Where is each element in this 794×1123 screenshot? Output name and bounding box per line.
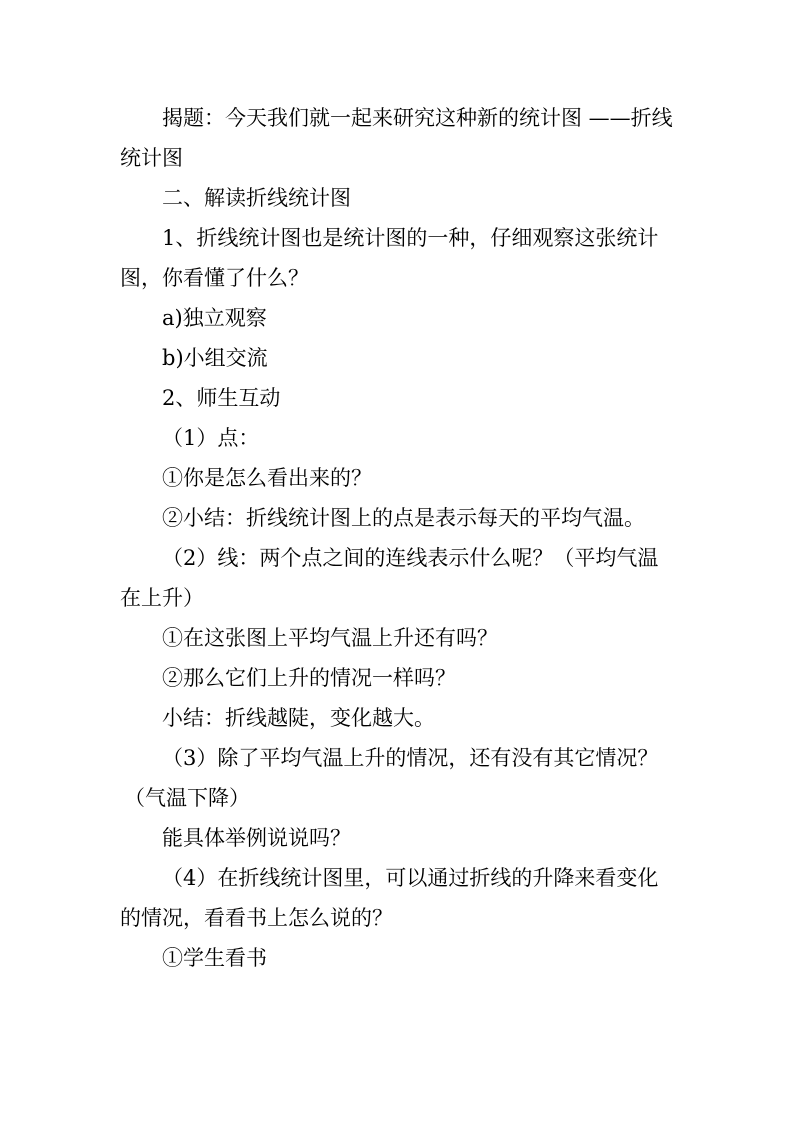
document-body (120, 98, 680, 978)
point-question: ①你是怎么看出来的？ (162, 466, 372, 490)
decrease-question: （3）除了平均气温上升的情况，还有没有其它情况？ (162, 746, 659, 770)
line-heading: （2）线：两个点之间的连线表示什么呢？（平均气温 (162, 546, 659, 570)
sub-item-b: b)小组交流 (162, 346, 268, 370)
example-question: 能具体举例说说吗？ (162, 826, 351, 850)
line-question-1: ①在这张图上平均气温上升还有吗？ (162, 626, 498, 650)
trend-question-cont: 的情况，看看书上怎么说的？ (120, 906, 393, 930)
item-2-heading: 2、师生互动 (162, 386, 281, 410)
line-summary: 小结：折线越陡，变化越大。 (162, 706, 435, 730)
point-summary: ②小结：折线统计图上的点是表示每天的平均气温。 (162, 506, 645, 530)
paragraph-reveal-topic: 揭题：今天我们就一起来研究这种新的统计图 ——折线 (162, 106, 673, 130)
section-heading-2: 二、解读折线统计图 (162, 186, 351, 210)
student-reading: ①学生看书 (162, 946, 267, 970)
line-heading-cont: 在上升） (120, 586, 204, 610)
item-1-text-cont: 图，你看懂了什么？ (120, 266, 309, 290)
item-1-text: 1、折线统计图也是统计图的一种，仔细观察这张统计 (162, 226, 659, 250)
point-heading: （1）点： (162, 426, 260, 450)
sub-item-a: a)独立观察 (162, 306, 267, 330)
trend-question: （4）在折线统计图里，可以通过折线的升降来看变化 (162, 866, 659, 890)
decrease-answer: （气温下降） (124, 786, 250, 810)
line-question-2: ②那么它们上升的情况一样吗？ (162, 666, 456, 690)
paragraph-reveal-topic-cont: 统计图 (120, 146, 183, 170)
